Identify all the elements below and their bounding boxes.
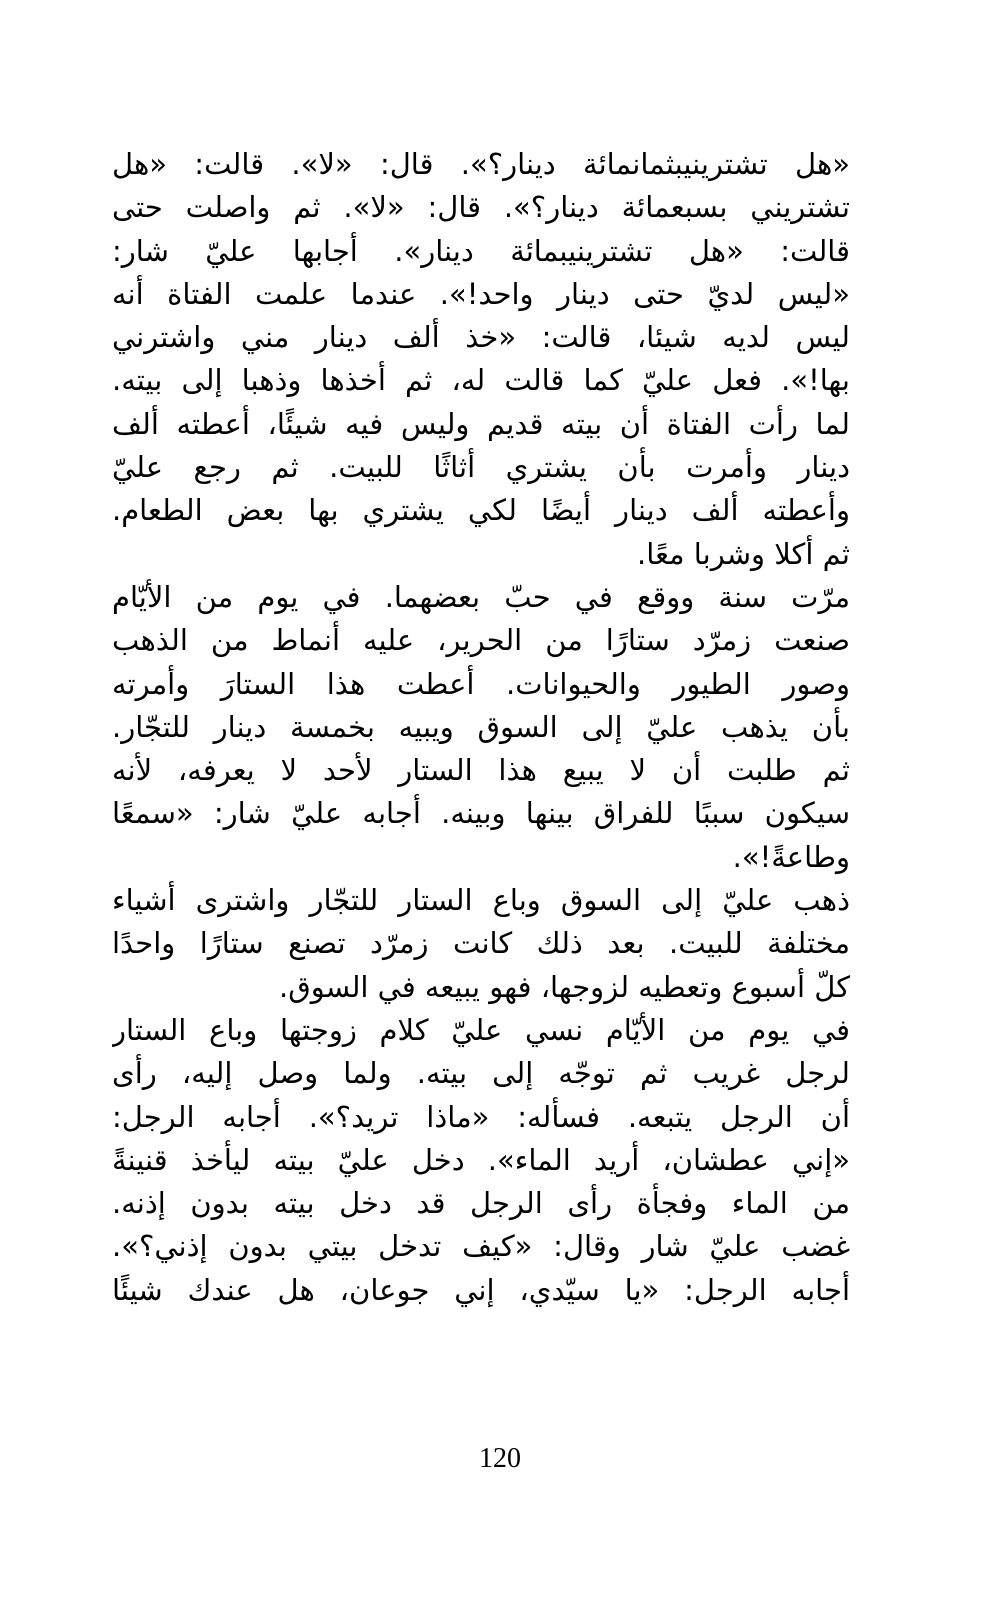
text-line: صنعت زمرّد ستارًا من الحرير، عليه أنماط من الذهب xyxy=(112,623,850,658)
text-line: ذهب عليّ إلى السوق وباع الستار للتجّار واشترى أشياء xyxy=(112,883,850,918)
text-line: ثم أكلا وشربا معًا. xyxy=(637,536,850,571)
text-line: وأعطته ألف دينار أيضًا لكي يشتري بها بعض الطعام. xyxy=(112,493,850,528)
text-line: ليس لديه شيئا، قالت: «خذ ألف دينار مني واشترني xyxy=(112,320,850,355)
text-line: دينار وأمرت بأن يشتري أثاثًا للبيت. ثم رجع عليّ xyxy=(112,450,850,485)
text-line: مختلفة للبيت. بعد ذلك كانت زمرّد تصنع ستارًا واحدًا xyxy=(112,926,850,961)
text-line: أن الرجل يتبعه. فسأله: «ماذا تريد؟». أجابه الرجل: xyxy=(112,1099,850,1134)
text-line: تشتريني بسبعمائة دينار؟». قال: «لا». ثم واصلت حتى xyxy=(112,190,850,225)
page-text xyxy=(112,143,850,1312)
text-line: قالت: «هل تشترينيبمائة دينار». أجابها عليّ شار: xyxy=(112,233,850,268)
text-line: «هل تشترينيبثمانمائة دينار؟». قال: «لا». قالت: «هل xyxy=(112,147,850,181)
text-line: لما رأت الفتاة أن بيته قديم وليس فيه شيئًا، أعطته ألف xyxy=(112,406,850,441)
text-line: بأن يذهب عليّ إلى السوق ويبيه بخمسة دينار للتجّار. xyxy=(112,709,850,744)
text-line: وطاعةً!». xyxy=(732,839,850,874)
text-line: بها!». فعل عليّ كما قالت له، ثم أخذها وذهبا إلى بيته. xyxy=(112,363,850,398)
text-line: في يوم من الأيّام نسي عليّ كلام زوجتها وباع الستار xyxy=(112,1012,850,1047)
text-line: كلّ أسبوع وتعطيه لزوجها، فهو يبيعه في السوق. xyxy=(279,969,850,1004)
text-line: من الماء وفجأة رأى الرجل قد دخل بيته بدون إذنه. xyxy=(112,1186,850,1221)
text-line: «ليس لديّ حتى دينار واحد!». عندما علمت الفتاة أنه xyxy=(112,276,850,311)
text-line: لرجل غريب ثم توجّه إلى بيته. ولما وصل إليه، رأى xyxy=(112,1056,850,1091)
text-line: وصور الطيور والحيوانات. أعطت هذا الستارَ وأمرته xyxy=(112,666,850,701)
text-line: أجابه الرجل: «يا سيّدي، إني جوعان، هل عندك شيئًا xyxy=(112,1272,850,1307)
text-line: غضب عليّ شار وقال: «كيف تدخل بيتي بدون إذني؟». xyxy=(112,1229,850,1264)
text-line: سيكون سببًا للفراق بينها وبينه. أجابه عليّ شار: «سمعًا xyxy=(112,796,850,831)
text-line: ثم طلبت أن لا يبيع هذا الستار لأحد لا يعرفه، لأنه xyxy=(112,753,850,788)
text-line: «إني عطشان، أريد الماء». دخل عليّ بيته ليأخذ قنينةً xyxy=(112,1142,850,1177)
page-number: 120 xyxy=(479,1443,521,1474)
text-line: مرّت سنة ووقع في حبّ بعضهما. في يوم من الأيّام xyxy=(112,579,850,614)
